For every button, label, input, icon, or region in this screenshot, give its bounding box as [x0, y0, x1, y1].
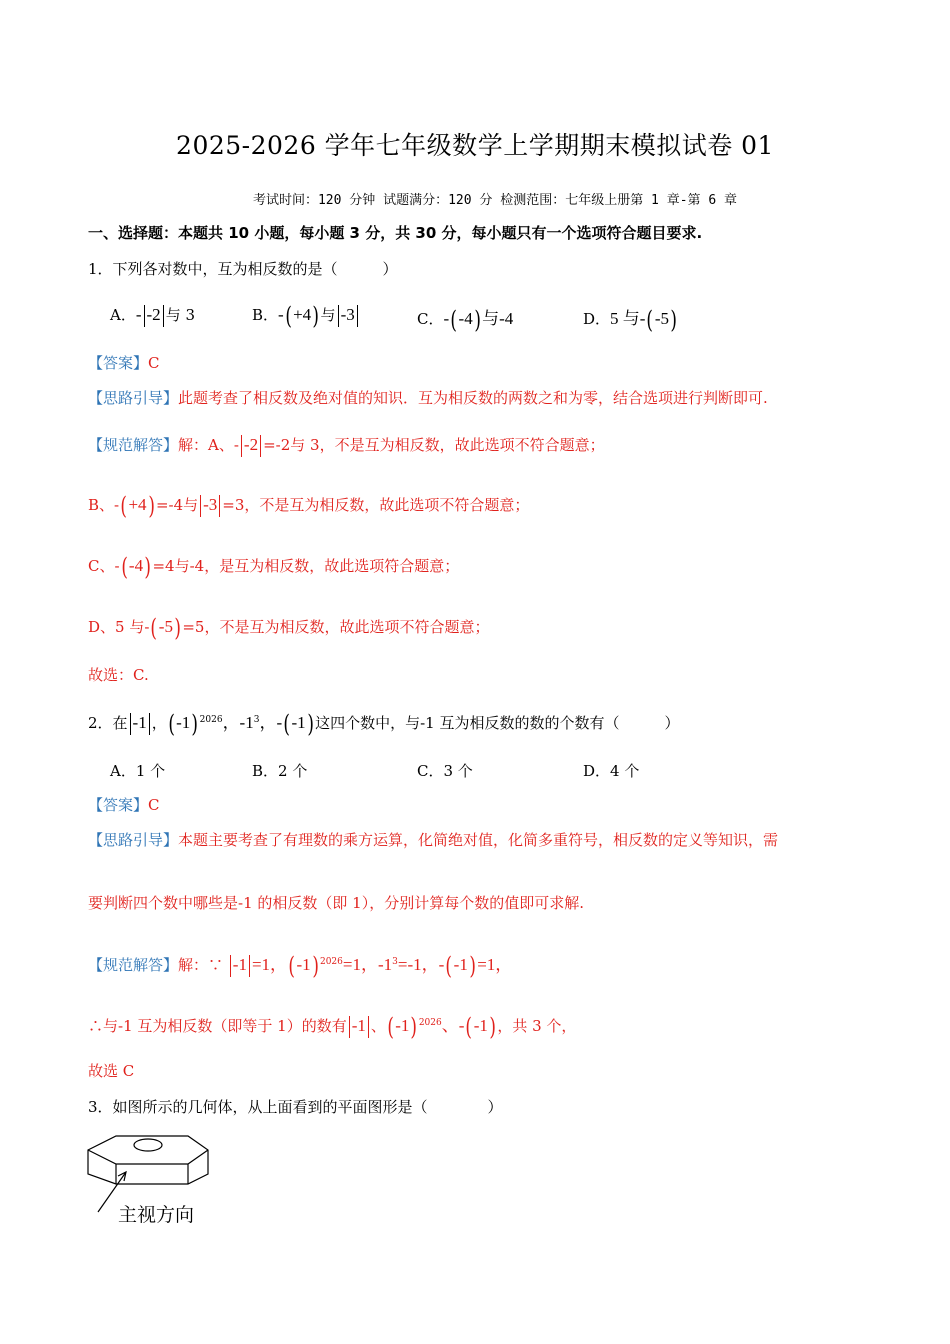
q1-solution-b: B、-(+4)=-4与 -3 =3，不是互为相反数，故此选项不符合题意；	[88, 492, 530, 520]
q1-conclusion: 故选：C.	[88, 666, 149, 684]
page-title: 2025-2026 学年七年级数学上学期期末模拟试卷 01	[176, 131, 774, 160]
q2-option-a[interactable]: A．1 个	[110, 762, 166, 780]
question-1-stem: 1．下列各对数中，互为相反数的是（ ）	[88, 260, 398, 278]
question-3-stem: 3．如图所示的几何体，从上面看到的平面图形是（ ）	[88, 1098, 503, 1116]
q2-option-c[interactable]: C．3 个	[417, 762, 473, 780]
q1-hint: 【思路引导】此题考查了相反数及绝对值的知识．互为相反数的两数之和为零，结合选项进行判断即可.	[88, 389, 768, 407]
top-hole	[134, 1139, 162, 1151]
q2-option-b[interactable]: B．2 个	[252, 762, 308, 780]
q1-option-d[interactable]: D．5 与-(-5)	[583, 306, 677, 334]
solid-outline	[88, 1136, 208, 1184]
q1-solution-c: C、-(-4)=4与-4，是互为相反数，故此选项符合题意；	[88, 553, 460, 581]
q2-conclusion: 故选 C	[88, 1062, 135, 1080]
q1-answer: 【答案】C	[88, 354, 160, 372]
top-face-edge	[88, 1150, 208, 1164]
q1-solution-a: 【规范解答】解：A、- -2 =-2与 3，不是互为相反数，故此选项不符合题意；	[88, 434, 605, 457]
figure-caption: 主视方向	[118, 1204, 195, 1226]
q2-solution-line2: ∴与-1 互为相反数（即等于 1）的数有 -1 、$(-1)^{2026}$、-(-1)，共 3 个，	[88, 1013, 577, 1041]
question-2-stem: 2．在 -1 ，$(-1)^{2026}$，$-1^3$，-(-1)这四个数中，与-1 互为相反数的数的个数有（ ）	[88, 710, 680, 738]
q2-hint-line2: 要判断四个数中哪些是-1 的相反数（即 1），分别计算每个数的值即可求解.	[88, 894, 584, 912]
q2-answer: 【答案】C	[88, 796, 160, 814]
q1-solution-d: D、5 与-(-5)=5，不是互为相反数，故此选项不符合题意；	[88, 614, 490, 642]
q1-option-c[interactable]: C．-(-4)与-4	[417, 306, 514, 334]
exam-meta: 考试时间：120 分钟 试题满分：120 分 检测范围：七年级上册第 1 章-第 6 章	[252, 193, 738, 208]
q1-option-b[interactable]: B．-(+4)与 -3	[252, 304, 360, 328]
section-heading: 一、选择题：本题共 10 小题，每小题 3 分，共 30 分，每小题只有一个选项符合题目要求.	[88, 224, 703, 242]
q2-option-d[interactable]: D．4 个	[583, 762, 640, 780]
q1-option-a[interactable]: A．- -2 与 3	[110, 304, 195, 327]
q2-solution: 【规范解答】解：∵ -1 =1，$(-1)^{2026}=1$，$-1^3=-1$，-(-1)=1，	[88, 952, 513, 980]
q2-hint: 【思路引导】本题主要考查了有理数的乘方运算，化简绝对值，化简多重符号，相反数的定义等知识，需	[88, 831, 779, 849]
